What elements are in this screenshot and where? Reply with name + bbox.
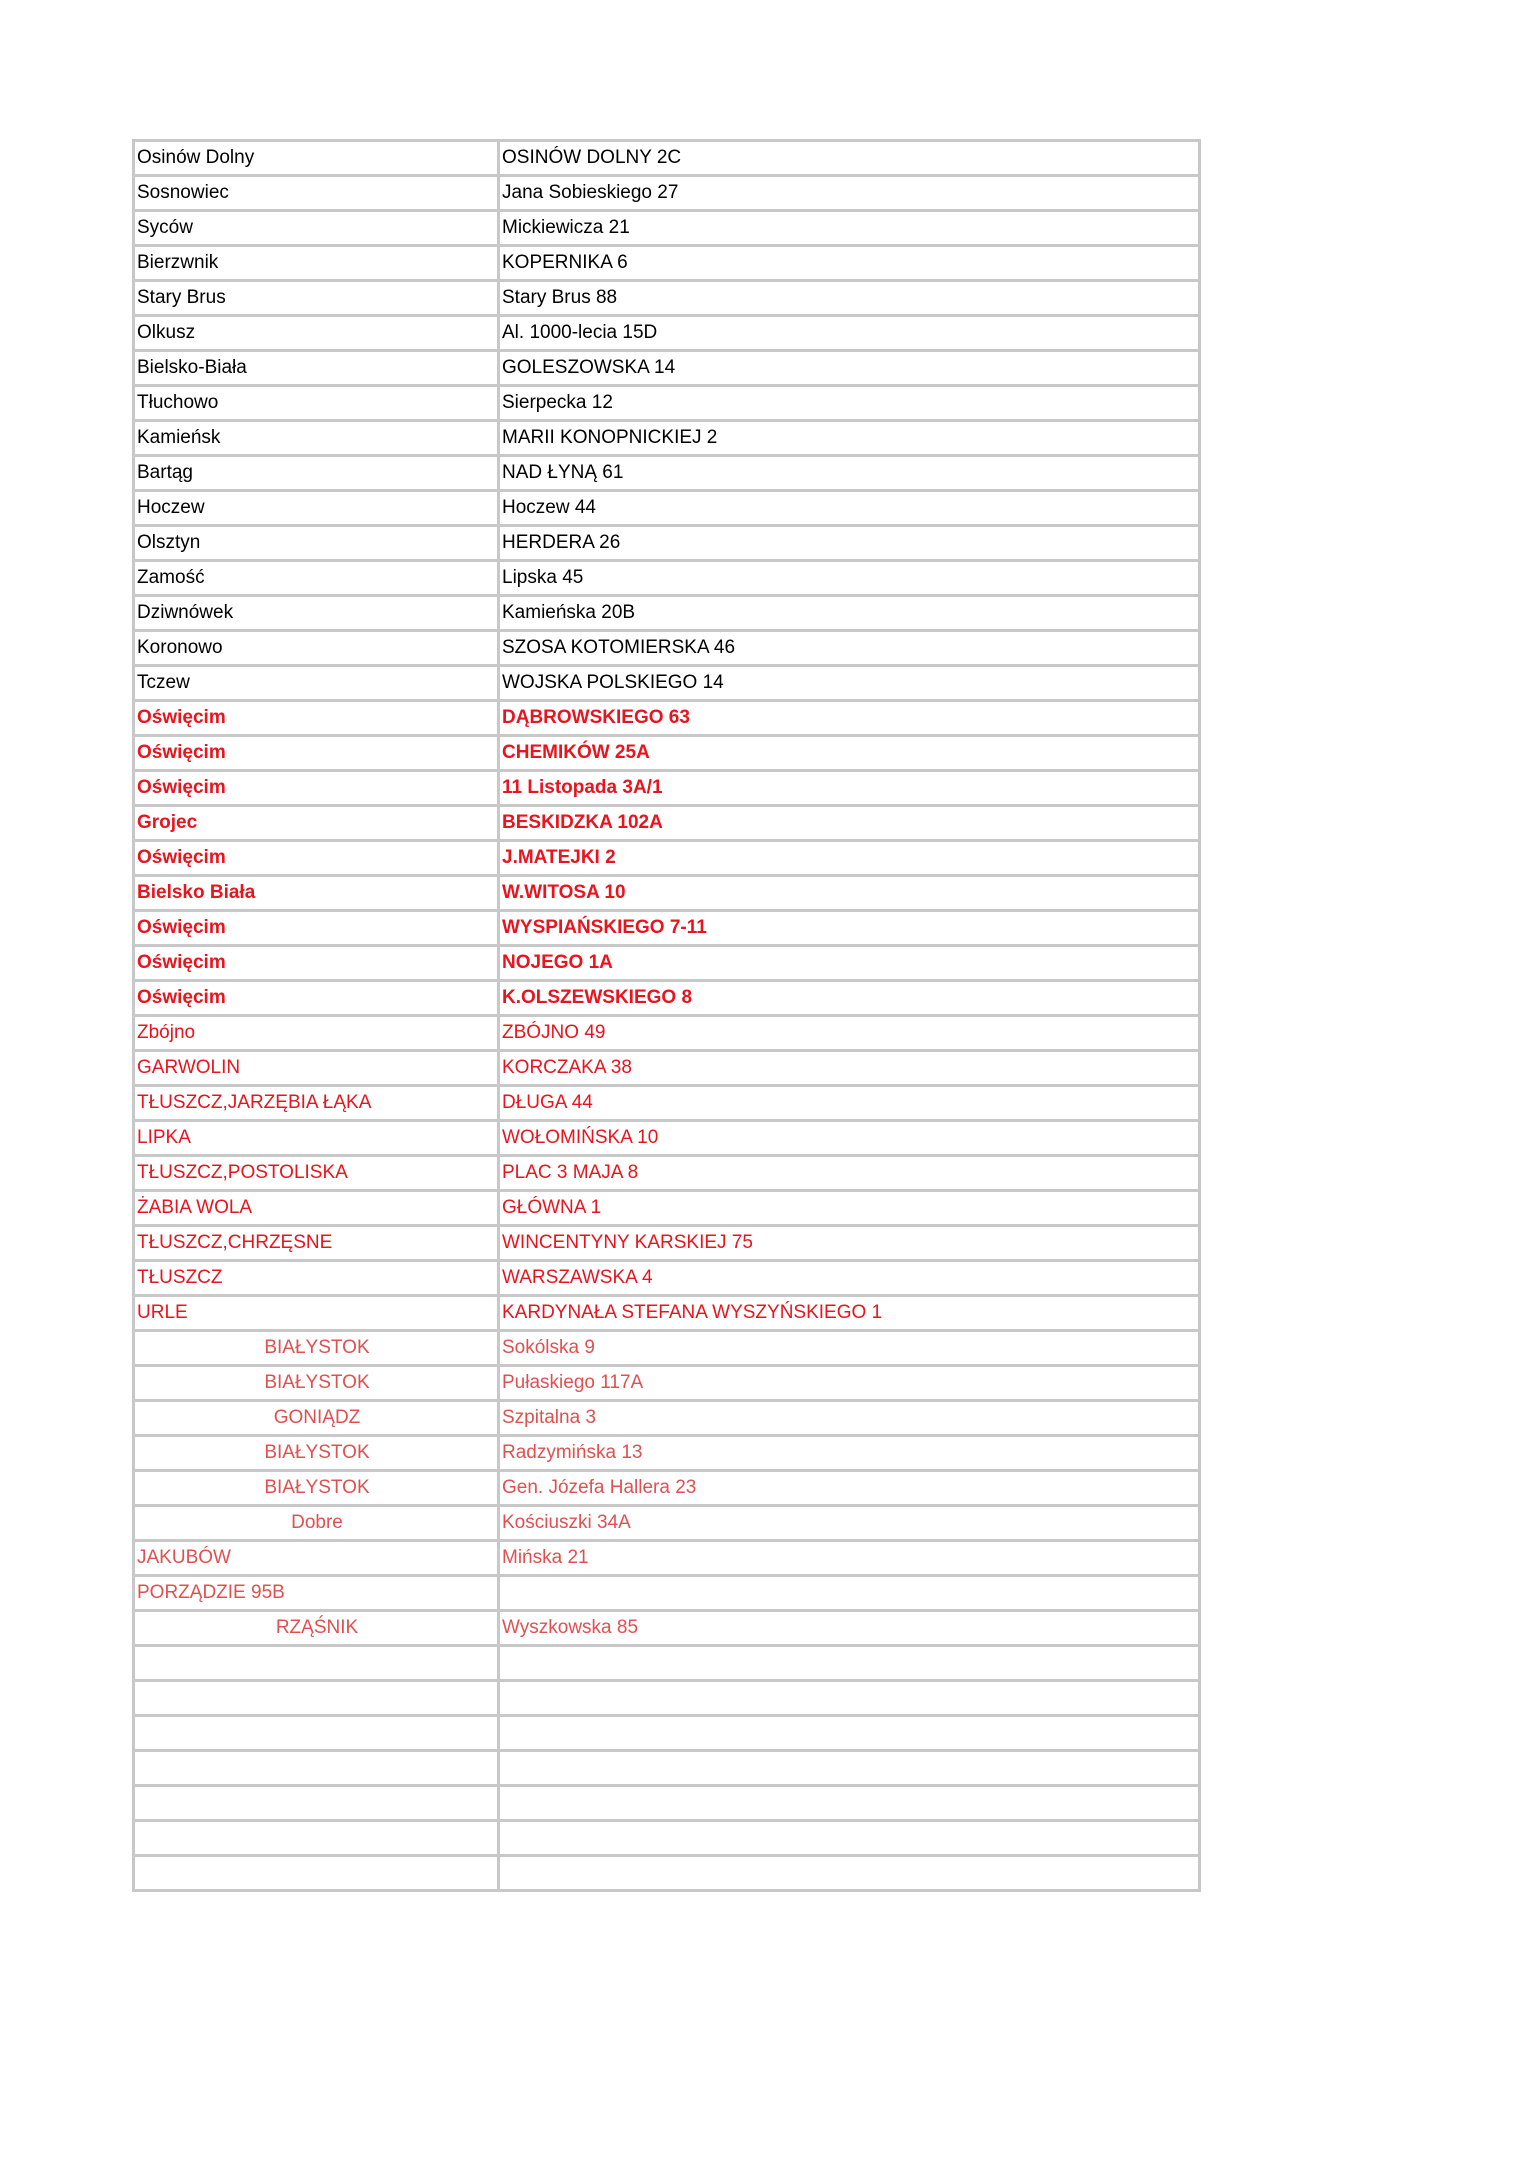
table-row (134, 1331, 1200, 1366)
city-cell: Syców (134, 211, 499, 246)
city-cell: GARWOLIN (134, 1051, 499, 1086)
city-cell (134, 1821, 499, 1856)
address-cell: Sierpecka 12 (499, 386, 1200, 421)
city-cell: BIAŁYSTOK (134, 1366, 499, 1401)
address-cell: Gen. Józefa Hallera 23 (499, 1471, 1200, 1506)
table-row (134, 596, 1200, 631)
city-cell: Olsztyn (134, 526, 499, 561)
table-row (134, 946, 1200, 981)
city-cell (134, 1646, 499, 1681)
city-cell: Koronowo (134, 631, 499, 666)
address-cell: W.WITOSA 10 (499, 876, 1200, 911)
table-row (134, 386, 1200, 421)
city-cell: PORZĄDZIE 95B (134, 1576, 499, 1611)
address-cell: 11 Listopada 3A/1 (499, 771, 1200, 806)
table-row (134, 1156, 1200, 1191)
city-cell: RZĄŚNIK (134, 1611, 499, 1646)
table-row (134, 1296, 1200, 1331)
address-cell: DŁUGA 44 (499, 1086, 1200, 1121)
table-row (134, 771, 1200, 806)
address-cell (499, 1786, 1200, 1821)
address-cell: WOŁOMIŃSKA 10 (499, 1121, 1200, 1156)
city-cell: Oświęcim (134, 981, 499, 1016)
table-row (134, 1086, 1200, 1121)
table-row (134, 211, 1200, 246)
address-table (132, 139, 1201, 1892)
table-row (134, 666, 1200, 701)
address-cell: WARSZAWSKA 4 (499, 1261, 1200, 1296)
city-cell: Kamieńsk (134, 421, 499, 456)
address-cell: ZBÓJNO 49 (499, 1016, 1200, 1051)
table-row (134, 456, 1200, 491)
address-cell (499, 1681, 1200, 1716)
city-cell: Hoczew (134, 491, 499, 526)
address-cell: WOJSKA POLSKIEGO 14 (499, 666, 1200, 701)
table-row (134, 981, 1200, 1016)
table-row (134, 141, 1200, 176)
address-cell: WINCENTYNY KARSKIEJ 75 (499, 1226, 1200, 1261)
table-row (134, 1541, 1200, 1576)
city-cell: Oświęcim (134, 701, 499, 736)
city-cell (134, 1786, 499, 1821)
address-cell (499, 1821, 1200, 1856)
table-row (134, 1401, 1200, 1436)
city-cell: BIAŁYSTOK (134, 1436, 499, 1471)
city-cell: Zamość (134, 561, 499, 596)
address-cell: SZOSA KOTOMIERSKA 46 (499, 631, 1200, 666)
table-row (134, 1786, 1200, 1821)
table-row (134, 1506, 1200, 1541)
table-row (134, 246, 1200, 281)
address-cell: Jana Sobieskiego 27 (499, 176, 1200, 211)
city-cell: LIPKA (134, 1121, 499, 1156)
table-row (134, 911, 1200, 946)
city-cell: Dziwnówek (134, 596, 499, 631)
address-cell: Pułaskiego 117A (499, 1366, 1200, 1401)
address-cell: Al. 1000-lecia 15D (499, 316, 1200, 351)
city-cell: TŁUSZCZ,POSTOLISKA (134, 1156, 499, 1191)
table-row (134, 806, 1200, 841)
address-cell: Kościuszki 34A (499, 1506, 1200, 1541)
address-cell: J.MATEJKI 2 (499, 841, 1200, 876)
address-cell (499, 1751, 1200, 1786)
address-cell: Sokólska 9 (499, 1331, 1200, 1366)
address-cell: DĄBROWSKIEGO 63 (499, 701, 1200, 736)
address-cell (499, 1856, 1200, 1891)
table-row (134, 281, 1200, 316)
table-row (134, 1471, 1200, 1506)
address-cell: Mińska 21 (499, 1541, 1200, 1576)
table-row (134, 526, 1200, 561)
table-row (134, 631, 1200, 666)
address-cell (499, 1646, 1200, 1681)
city-cell: Oświęcim (134, 736, 499, 771)
address-cell: NAD ŁYNĄ 61 (499, 456, 1200, 491)
city-cell: Tczew (134, 666, 499, 701)
city-cell: Oświęcim (134, 771, 499, 806)
city-cell: Zbójno (134, 1016, 499, 1051)
table-row (134, 421, 1200, 456)
table-row (134, 841, 1200, 876)
table-row (134, 1681, 1200, 1716)
city-cell (134, 1716, 499, 1751)
table-row (134, 1576, 1200, 1611)
city-cell: Oświęcim (134, 911, 499, 946)
city-cell: Dobre (134, 1506, 499, 1541)
table-row (134, 561, 1200, 596)
address-cell: GOLESZOWSKA 14 (499, 351, 1200, 386)
table-row (134, 1121, 1200, 1156)
address-cell: Hoczew 44 (499, 491, 1200, 526)
table-row (134, 1611, 1200, 1646)
city-cell: Bielsko Biała (134, 876, 499, 911)
table-row (134, 876, 1200, 911)
city-cell: Oświęcim (134, 841, 499, 876)
table-row (134, 176, 1200, 211)
address-cell (499, 1716, 1200, 1751)
table-row (134, 1646, 1200, 1681)
city-cell (134, 1681, 499, 1716)
city-cell: Olkusz (134, 316, 499, 351)
city-cell: TŁUSZCZ,CHRZĘSNE (134, 1226, 499, 1261)
city-cell: Grojec (134, 806, 499, 841)
address-cell: KOPERNIKA 6 (499, 246, 1200, 281)
city-cell: GONIĄDZ (134, 1401, 499, 1436)
table-row (134, 316, 1200, 351)
address-cell: Szpitalna 3 (499, 1401, 1200, 1436)
table-row (134, 1191, 1200, 1226)
table-row (134, 701, 1200, 736)
city-cell: ŻABIA WOLA (134, 1191, 499, 1226)
table-row (134, 1716, 1200, 1751)
address-cell: Radzymińska 13 (499, 1436, 1200, 1471)
address-cell: GŁÓWNA 1 (499, 1191, 1200, 1226)
table-row (134, 351, 1200, 386)
address-cell: NOJEGO 1A (499, 946, 1200, 981)
address-cell: Mickiewicza 21 (499, 211, 1200, 246)
table-row (134, 1226, 1200, 1261)
address-cell: HERDERA 26 (499, 526, 1200, 561)
address-cell: WYSPIAŃSKIEGO 7-11 (499, 911, 1200, 946)
table-row (134, 1051, 1200, 1086)
address-cell: KARDYNAŁA STEFANA WYSZYŃSKIEGO 1 (499, 1296, 1200, 1331)
city-cell: TŁUSZCZ (134, 1261, 499, 1296)
address-cell: KORCZAKA 38 (499, 1051, 1200, 1086)
table-row (134, 1436, 1200, 1471)
address-cell: Wyszkowska 85 (499, 1611, 1200, 1646)
city-cell: Bielsko-Biała (134, 351, 499, 386)
city-cell: Stary Brus (134, 281, 499, 316)
city-cell: Sosnowiec (134, 176, 499, 211)
table-row (134, 1751, 1200, 1786)
table-row (134, 1016, 1200, 1051)
city-cell: Osinów Dolny (134, 141, 499, 176)
city-cell: URLE (134, 1296, 499, 1331)
address-cell: OSINÓW DOLNY 2C (499, 141, 1200, 176)
address-cell: PLAC 3 MAJA 8 (499, 1156, 1200, 1191)
table-row (134, 1856, 1200, 1891)
city-cell: Oświęcim (134, 946, 499, 981)
address-cell: CHEMIKÓW 25A (499, 736, 1200, 771)
table-row (134, 1821, 1200, 1856)
address-cell: K.OLSZEWSKIEGO 8 (499, 981, 1200, 1016)
address-cell: Stary Brus 88 (499, 281, 1200, 316)
city-cell: Bartąg (134, 456, 499, 491)
city-cell: BIAŁYSTOK (134, 1471, 499, 1506)
address-cell (499, 1576, 1200, 1611)
table-row (134, 491, 1200, 526)
table-row (134, 1261, 1200, 1296)
address-cell: Lipska 45 (499, 561, 1200, 596)
city-cell: TŁUSZCZ,JARZĘBIA ŁĄKA (134, 1086, 499, 1121)
city-cell: BIAŁYSTOK (134, 1331, 499, 1366)
city-cell: Tłuchowo (134, 386, 499, 421)
address-cell: Kamieńska 20B (499, 596, 1200, 631)
address-cell: BESKIDZKA 102A (499, 806, 1200, 841)
city-cell: JAKUBÓW (134, 1541, 499, 1576)
city-cell (134, 1751, 499, 1786)
table-row (134, 1366, 1200, 1401)
city-cell: Bierzwnik (134, 246, 499, 281)
address-cell: MARII KONOPNICKIEJ 2 (499, 421, 1200, 456)
city-cell (134, 1856, 499, 1891)
table-row (134, 736, 1200, 771)
